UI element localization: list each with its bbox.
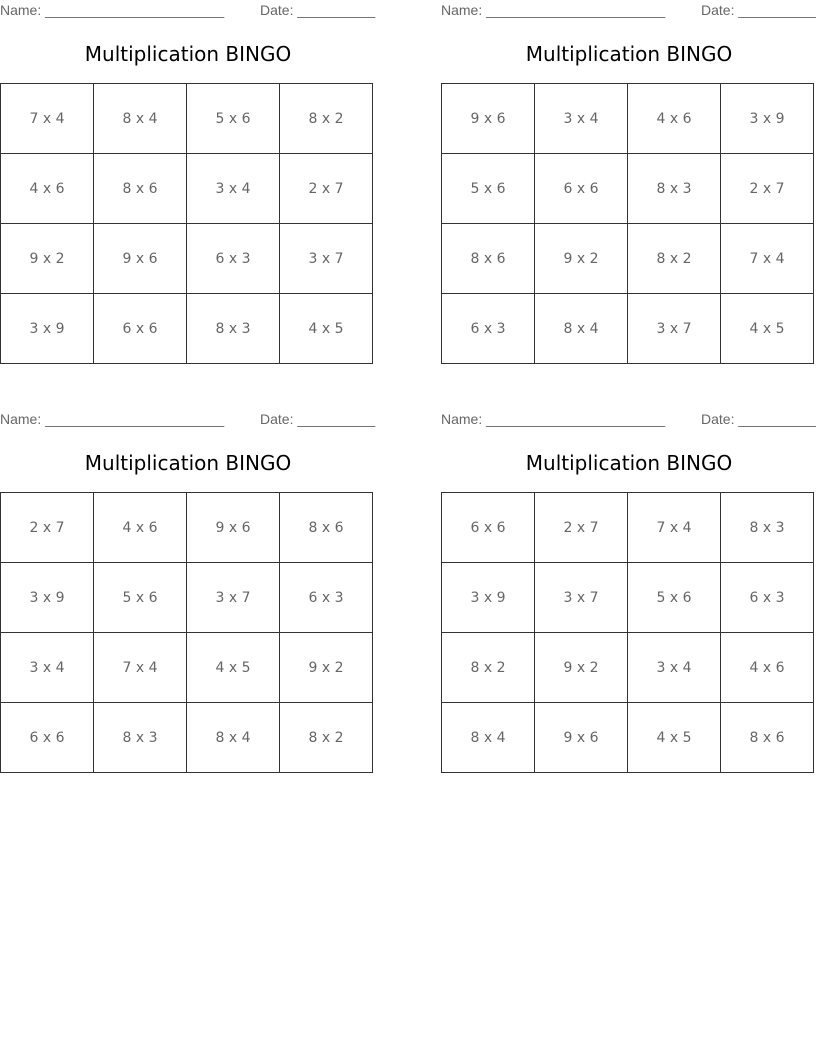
bingo-cell: 3 x 9 (721, 84, 814, 154)
bingo-row (442, 154, 814, 224)
bingo-cell: 8 x 4 (535, 294, 628, 364)
bingo-cell: 8 x 6 (280, 493, 373, 563)
bingo-cell: 8 x 3 (628, 154, 721, 224)
bingo-cell: 6 x 3 (442, 294, 535, 364)
bingo-cell: 2 x 7 (1, 493, 94, 563)
bingo-grid (0, 83, 373, 364)
bingo-card (0, 0, 376, 337)
bingo-cell: 5 x 6 (94, 563, 187, 633)
bingo-cell: 7 x 4 (628, 493, 721, 563)
bingo-card (441, 0, 816, 337)
bingo-cell: 4 x 6 (94, 493, 187, 563)
bingo-cell: 6 x 3 (280, 563, 373, 633)
bingo-cell: 8 x 6 (442, 224, 535, 294)
bingo-cell: 6 x 6 (1, 703, 94, 773)
bingo-cell: 4 x 5 (280, 294, 373, 364)
bingo-cell: 6 x 3 (187, 224, 280, 294)
bingo-row (442, 294, 814, 364)
bingo-row (442, 493, 814, 563)
bingo-cell: 3 x 4 (187, 154, 280, 224)
bingo-cell: 8 x 2 (628, 224, 721, 294)
name-field: Name: _______________________ (0, 2, 225, 18)
bingo-cell: 8 x 3 (721, 493, 814, 563)
bingo-cell: 3 x 7 (535, 563, 628, 633)
bingo-cell: 4 x 6 (1, 154, 94, 224)
bingo-cell: 8 x 3 (187, 294, 280, 364)
bingo-cell: 3 x 9 (1, 563, 94, 633)
bingo-cell: 6 x 6 (535, 154, 628, 224)
date-field: Date: __________ (701, 411, 816, 427)
bingo-row (442, 633, 814, 703)
bingo-row (442, 224, 814, 294)
bingo-cell: 4 x 5 (721, 294, 814, 364)
bingo-cell: 8 x 2 (280, 703, 373, 773)
bingo-row (1, 224, 373, 294)
date-field: Date: __________ (260, 411, 376, 427)
bingo-cell: 5 x 6 (442, 154, 535, 224)
bingo-cell: 4 x 5 (187, 633, 280, 703)
bingo-cell: 6 x 6 (442, 493, 535, 563)
name-field: Name: _______________________ (441, 2, 666, 18)
bingo-card (0, 409, 376, 746)
bingo-cell: 4 x 6 (721, 633, 814, 703)
bingo-row (442, 703, 814, 773)
bingo-grid (441, 492, 814, 773)
bingo-cell: 7 x 4 (94, 633, 187, 703)
bingo-cell: 4 x 5 (628, 703, 721, 773)
card-title: Multiplication BINGO (525, 451, 733, 475)
card-title: Multiplication BINGO (84, 42, 292, 66)
bingo-cell: 9 x 2 (1, 224, 94, 294)
bingo-cell: 9 x 6 (535, 703, 628, 773)
bingo-cell: 8 x 6 (721, 703, 814, 773)
bingo-grid (441, 83, 814, 364)
bingo-cell: 2 x 7 (280, 154, 373, 224)
bingo-cell: 6 x 3 (721, 563, 814, 633)
bingo-cell: 8 x 3 (94, 703, 187, 773)
bingo-cell: 9 x 6 (94, 224, 187, 294)
card-header (0, 409, 376, 431)
bingo-cell: 6 x 6 (94, 294, 187, 364)
bingo-cell: 3 x 9 (1, 294, 94, 364)
bingo-cell: 5 x 6 (187, 84, 280, 154)
card-header (0, 0, 376, 22)
bingo-row (1, 294, 373, 364)
bingo-cell: 7 x 4 (721, 224, 814, 294)
bingo-cell: 3 x 7 (628, 294, 721, 364)
bingo-cell: 8 x 4 (94, 84, 187, 154)
bingo-cell: 3 x 4 (535, 84, 628, 154)
bingo-cell: 4 x 6 (628, 84, 721, 154)
bingo-cell: 9 x 2 (535, 633, 628, 703)
bingo-cell: 9 x 6 (442, 84, 535, 154)
bingo-cell: 3 x 7 (187, 563, 280, 633)
bingo-row (1, 493, 373, 563)
bingo-row (1, 703, 373, 773)
card-header (441, 409, 816, 431)
card-title: Multiplication BINGO (525, 42, 733, 66)
bingo-cell: 9 x 2 (280, 633, 373, 703)
bingo-cell: 9 x 6 (187, 493, 280, 563)
bingo-cell: 5 x 6 (628, 563, 721, 633)
bingo-cell: 3 x 9 (442, 563, 535, 633)
bingo-cell: 8 x 6 (94, 154, 187, 224)
card-title: Multiplication BINGO (84, 451, 292, 475)
bingo-row (1, 633, 373, 703)
bingo-cell: 8 x 4 (442, 703, 535, 773)
bingo-row (442, 563, 814, 633)
bingo-card (441, 409, 816, 746)
bingo-row (442, 84, 814, 154)
date-field: Date: __________ (260, 2, 376, 18)
bingo-cell: 2 x 7 (721, 154, 814, 224)
bingo-cell: 3 x 4 (1, 633, 94, 703)
bingo-cell: 8 x 2 (280, 84, 373, 154)
bingo-row (1, 154, 373, 224)
bingo-grid (0, 492, 373, 773)
bingo-cell: 3 x 4 (628, 633, 721, 703)
date-field: Date: __________ (701, 2, 816, 18)
bingo-cell: 8 x 2 (442, 633, 535, 703)
card-header (441, 0, 816, 22)
name-field: Name: _______________________ (0, 411, 225, 427)
bingo-cell: 7 x 4 (1, 84, 94, 154)
bingo-cell: 8 x 4 (187, 703, 280, 773)
bingo-cell: 9 x 2 (535, 224, 628, 294)
name-field: Name: _______________________ (441, 411, 666, 427)
bingo-cell: 2 x 7 (535, 493, 628, 563)
bingo-row (1, 563, 373, 633)
bingo-cell: 3 x 7 (280, 224, 373, 294)
bingo-row (1, 84, 373, 154)
